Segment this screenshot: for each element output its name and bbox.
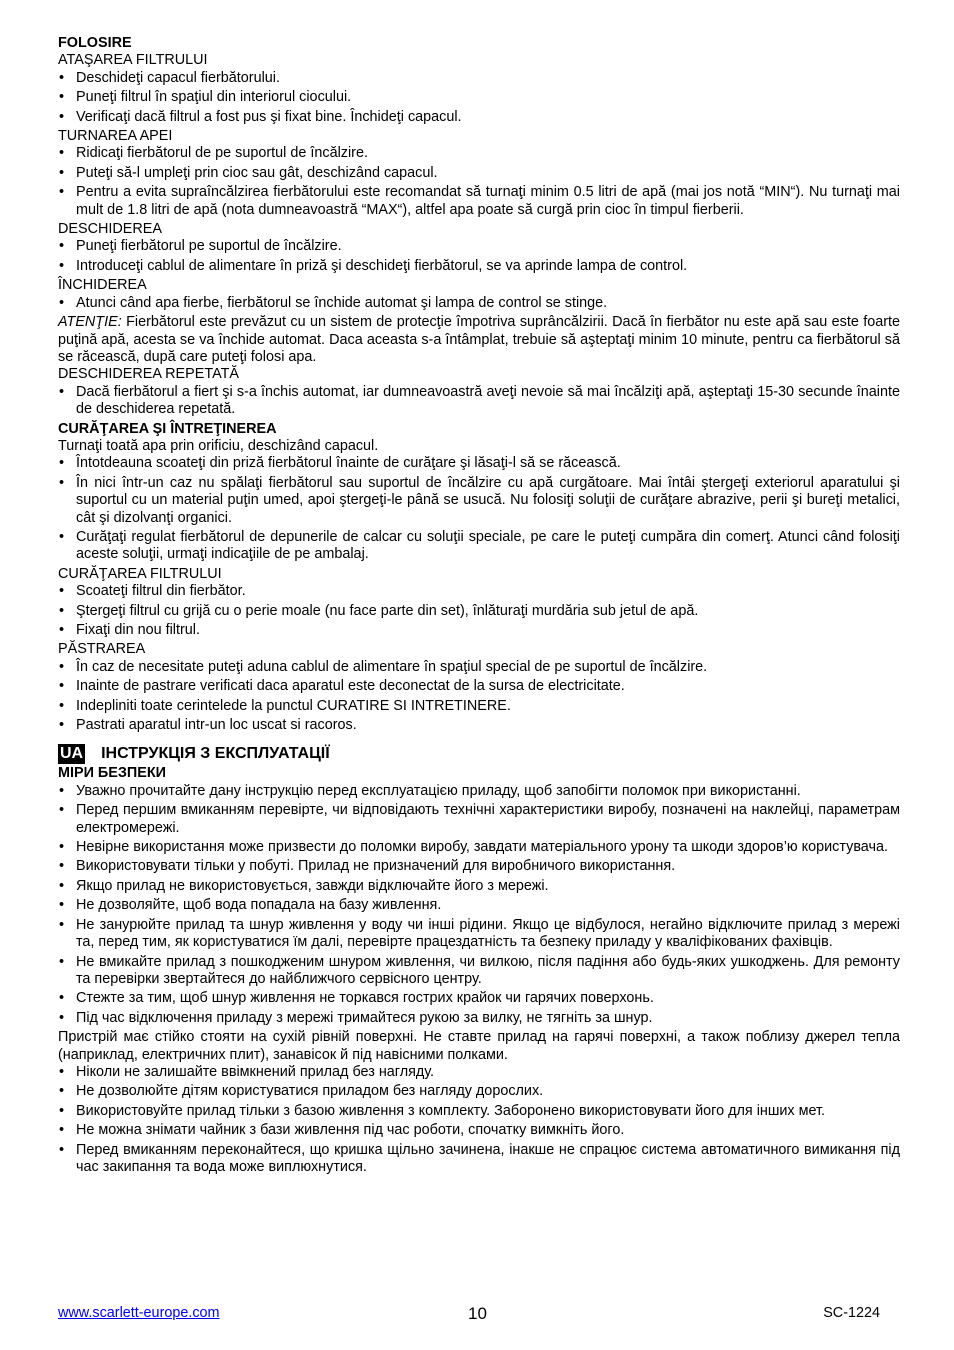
list-item: • Inainte de pastrare verificati daca aparatul este deconectat de la sursa de electricitate.	[58, 678, 900, 695]
list-open	[58, 238, 900, 275]
list-item: • Verificaţi dacă filtrul a fost pus şi fixat bine. Închideţi capacul.	[58, 109, 900, 126]
list-item: • Introduceţi cablul de alimentare în priză şi deschideţi fierbătorul, se va aprinde lampa de control.	[58, 258, 900, 275]
list-safety-a	[58, 783, 900, 1027]
attention-paragraph	[58, 314, 900, 366]
list-reopen	[58, 384, 900, 419]
list-item: • Atunci când apa fierbe, fierbătorul se închide automat şi lampa de control se stinge.	[58, 295, 900, 312]
subheading-filter-cleaning: CURĂŢAREA FILTRULUI	[58, 565, 222, 582]
list-item: • Ştergeţi filtrul cu grijă cu o perie moale (nu face parte din set), înlăturaţi murdăria sub jetul de apă.	[58, 603, 900, 620]
list-filter-cleaning	[58, 583, 900, 639]
cleaning-intro: Turnaţi toată apa prin orificiu, deschizând capacul.	[58, 437, 379, 454]
list-item: • Перед вмиканням переконайтеся, що кришка щільно зачинена, інакше не спрацює система автоматичного вимикання під час закипання та вода може виплюхнутися.	[58, 1142, 900, 1177]
list-filter	[58, 70, 900, 126]
list-item: • Curăţaţi regulat fierbătorul de depunerile de calcar cu soluţii speciale, pe care le puteţi cumpăra din comerţ. Atunci când folosiţi aceste soluţii, urmaţi indicaţiile de pe ambalaj.	[58, 529, 900, 564]
list-close	[58, 295, 900, 312]
ua-title-row	[58, 744, 900, 764]
page-content	[58, 35, 900, 1178]
website-link[interactable]: www.scarlett-europe.com	[58, 1305, 220, 1321]
list-item: • Puneţi filtrul în spaţiul din interiorul ciocului.	[58, 89, 900, 106]
subheading-reopen: DESCHIDEREA REPETATĂ	[58, 366, 239, 383]
list-pour	[58, 145, 900, 219]
section-heading-usage: FOLOSIRE	[58, 35, 132, 51]
safety-paragraph: Пристрій має стійко стояти на сухій рівній поверхні. Не ставте прилад на гарячі поверхні, а також поблизу джерел тепла (наприклад, електричних плит), занавісок й під навісними полками.	[58, 1029, 900, 1063]
subheading-close: ÎNCHIDEREA	[58, 277, 147, 294]
list-item: • În nici într-un caz nu spălaţi fierbătorul sau suportul de încălzire cu apă curgătoare. Mai întâi ştergeţi exteriorul aparatului şi suportul cu un material puţin umed, apoi ştergeţi-le până se usucă. Nu folosiţi soluţii de curăţare abrazive, perii şi bureţi metalici, cât şi dizolvanţi organici.	[58, 475, 900, 527]
attention-label: ATENŢIE:	[58, 314, 122, 331]
list-item: • Перед першим вмиканням перевірте, чи відповідають технічні характеристики виробу, позначені на наклейці, параметрам електромережі.	[58, 802, 900, 837]
list-item: • Уважно прочитайте дану інструкцію перед експлуатацією приладу, щоб запобігти поломок при використанні.	[58, 783, 900, 800]
list-item: • Scoateţi filtrul din fierbător.	[58, 583, 900, 600]
list-item: • Deschideţi capacul fierbătorului.	[58, 70, 900, 87]
list-item: • Ridicaţi fierbătorul de pe suportul de încălzire.	[58, 145, 900, 162]
list-safety-b	[58, 1064, 900, 1176]
list-storage	[58, 659, 900, 735]
list-item: • Якщо прилад не використовується, завжди відключайте його з мережі.	[58, 878, 900, 895]
subheading-pour: TURNAREA APEI	[58, 128, 173, 145]
list-item: • Pastrati aparatul intr-un loc uscat si racoros.	[58, 717, 900, 734]
list-item: • Не дозволяйте, щоб вода попадала на базу живлення.	[58, 897, 900, 914]
list-item: • Під час відключення приладу з мережі тримайтеся рукою за вилку, не тягніть за шнур.	[58, 1010, 900, 1027]
subheading-open: DESCHIDEREA	[58, 221, 162, 238]
section-heading-cleaning: CURĂŢAREA ŞI ÎNTREŢINEREA	[58, 420, 277, 437]
list-item: • Puneţi fierbătorul pe suportul de încălzire.	[58, 238, 900, 255]
language-badge: UA	[60, 745, 84, 763]
ua-section-title: ІНСТРУКЦІЯ З ЕКСПЛУАТАЦІЇ	[101, 745, 330, 763]
list-item: • Не занурюйте прилад та шнур живлення у воду чи інші рідини. Якщо це відбулося, негайно відключите прилад з мережі та, перед тим, як користуватися їм далі, перевірте працездатність та безпеку приладу у кваліфікованих фахівців.	[58, 917, 900, 952]
attention-text: Fierbătorul este prevăzut cu un sistem de protecţie împotriva suprâncălzirii. Dacă în fierbător nu este apă sau este foarte puţină apă, acesta se va închide automat. Daca aceasta s-a întâmplat, trebuie să aşteptaţi minim 10 minute, pentru ca fierbătorul să se răcească, după care puteţi folosi apa.	[58, 314, 900, 365]
list-cleaning	[58, 455, 900, 563]
list-item: • Не дозволюйте дітям користуватися приладом без нагляду дорослих.	[58, 1083, 900, 1100]
page-footer	[58, 1303, 900, 1325]
page-number: 10	[468, 1304, 487, 1323]
list-item: • Стежте за тим, щоб шнур живлення не торкався гострих крайок чи гарячих поверхонь.	[58, 990, 900, 1007]
subheading-filter: ATAŞAREA FILTRULUI	[58, 52, 208, 69]
list-item: • Невірне використання може призвести до поломки виробу, завдати матеріального урону та шкоди здоров’ю користувача.	[58, 839, 900, 856]
list-item: • Dacă fierbătorul a fiert şi s-a închis automat, iar dumneavoastră aveţi nevoie să mai încălziţi apă, aşteptaţi 15-30 secunde înainte de deschiderea repetată.	[58, 384, 900, 419]
list-item: • Întotdeauna scoateţi din priză fierbătorul înainte de curăţare şi lăsaţi-l să se răcească.	[58, 455, 900, 472]
list-item: • Pentru a evita supraîncălzirea fierbătorului este recomandat să turnaţi minim 0.5 litri de apă (mai jos notă “MIN“). Nu turnaţi mai mult de 1.8 litri de apă (nota dumneavoastră “MAX“), altfel apa poate să curgă prin cioc în timpul fierberii.	[58, 184, 900, 219]
list-item: • Puteţi să-l umpleţi prin cioc sau gât, deschizând capacul.	[58, 165, 900, 182]
list-item: • În caz de necesitate puteţi aduna cablul de alimentare în spaţiul special de pe suportul de încălzire.	[58, 659, 900, 676]
list-item: • Використовувати тільки у побуті. Прилад не призначений для виробничого використання.	[58, 858, 900, 875]
section-heading-safety: МІРИ БЕЗПЕКИ	[58, 765, 166, 782]
list-item: • Ніколи не залишайте ввімкнений прилад без нагляду.	[58, 1064, 900, 1081]
list-item: • Не можна знімати чайник з бази живлення під час роботи, спочатку вимкніть його.	[58, 1122, 900, 1139]
list-item: • Не вмикайте прилад з пошкодженим шнуром живлення, чи вилкою, після падіння або будь-яких ушкоджень. Для ремонту та перевірки звертайтеся до найближчого сервісного центру.	[58, 954, 900, 989]
list-item: • Використовуйте прилад тільки з базою живлення з комплекту. Заборонено використовувати його для інших мет.	[58, 1103, 900, 1120]
model-number: SC-1224	[823, 1305, 880, 1321]
list-item: • Fixaţi din nou filtrul.	[58, 622, 900, 639]
subheading-storage: PĂSTRAREA	[58, 641, 146, 658]
list-item: • Indepliniti toate cerintelede la punctul CURATIRE SI INTRETINERE.	[58, 698, 900, 715]
